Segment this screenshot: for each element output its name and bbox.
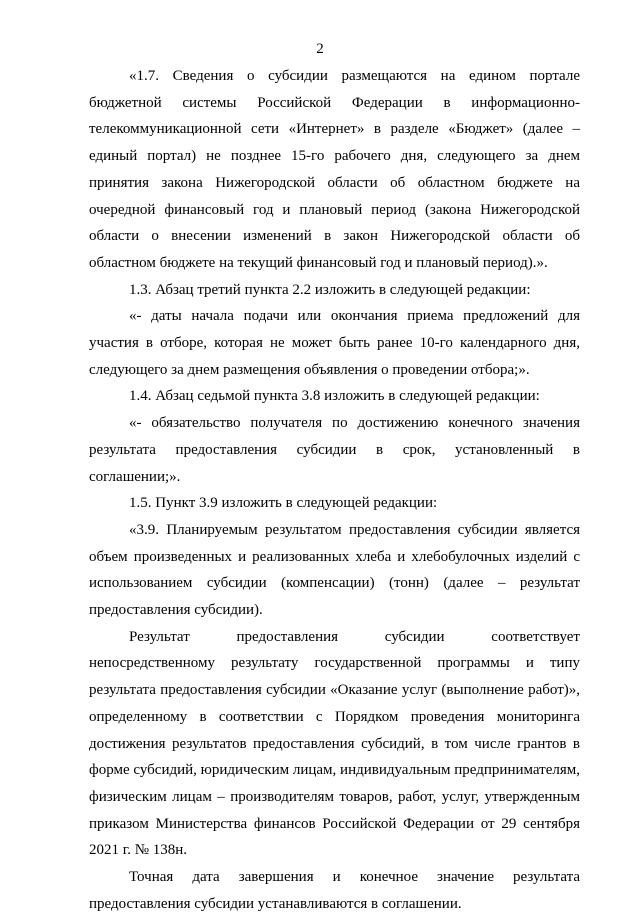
- paragraph-1-4-heading: 1.4. Абзац седьмой пункта 3.8 изложить в следующей редакции:: [129, 388, 540, 405]
- paragraph-1-7-subsidy-info: «1.7. Сведения о субсидии размещаются на едином портале бюджетной системы Российской Федерации в информационно-телекоммуникационной сети «Интернет» в разделе «Бюджет» (далее – единый портал) не позднее 15-го рабочего дня, следующего за днем принятия закона Нижегородской области об областном бюджете на очередной финансовый год и плановый период (закона Нижегородской области о внесении изменений в закон Нижегородской области об областном бюджете на текущий финансовый год и плановый период).».: [89, 68, 580, 271]
- paragraph-1-3-text: «- даты начала подачи или окончания приема предложений для участия в отборе, которая не может быть ранее 10-го календарного дня, следующего за днем размещения объявления о проведении отбора;».: [89, 308, 580, 378]
- paragraph-3-9-text: «3.9. Планируемым результатом предоставления субсидии является объем произведенных и реализованных хлеба и хлебобулочных изделий с использованием субсидии (компенсации) (тонн) (далее – результат предоставления субсидии).: [89, 521, 580, 619]
- paragraph-1-4-text: «- обязательство получателя по достижению конечного значения результата предоставления субсидии в срок, установленный в соглашении;».: [89, 415, 580, 485]
- paragraph-1-5-heading: 1.5. Пункт 3.9 изложить в следующей редакции:: [129, 495, 438, 512]
- page-number: 2: [316, 41, 324, 57]
- document-body: [89, 63, 580, 918]
- paragraph-final-value: Точная дата завершения и конечное значение результата предоставления субсидии устанавливаются в соглашении.: [89, 869, 580, 912]
- paragraph-result-correspondence: Результат предоставления субсидии соответствует непосредственному результату государственной программы и типу результата предоставления субсидии «Оказание услуг (выполнение работ)», определенному в соответствии с Порядком проведения мониторинга достижения результатов предоставления субсидий, в том числе грантов в форме субсидий, юридическим лицам, индивидуальным предпринимателям, физическим лицам – производителям товаров, работ, услуг, утвержденным приказом Министерства финансов Российской Федерации от 29 сентября 2021 г. № 138н.: [89, 628, 580, 859]
- paragraph-1-3-heading: 1.3. Абзац третий пункта 2.2 изложить в следующей редакции:: [129, 281, 531, 298]
